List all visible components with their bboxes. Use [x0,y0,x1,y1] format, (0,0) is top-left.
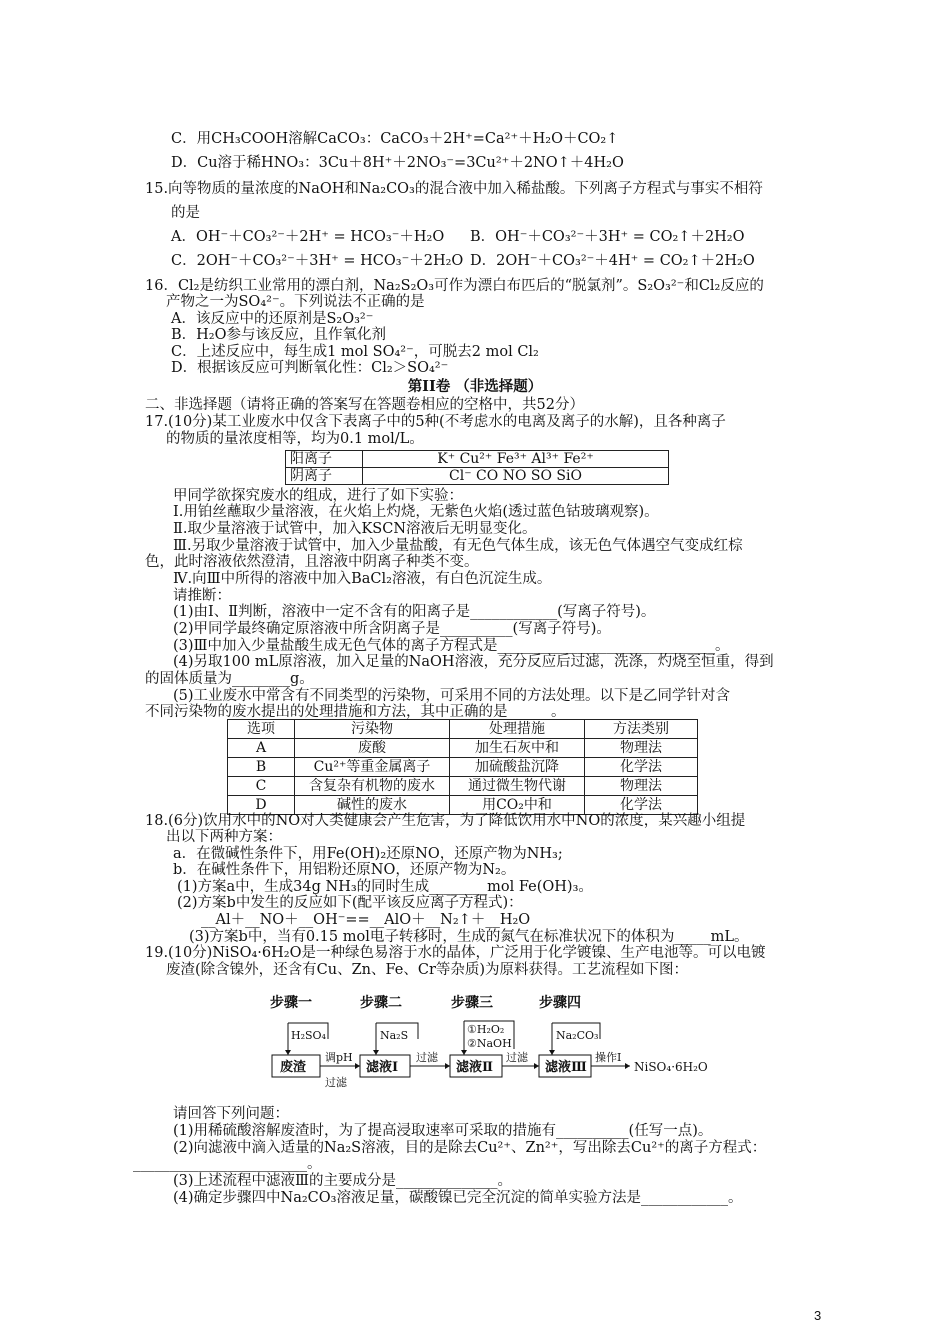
ion-table [285,450,669,485]
arrow-label: 调pH [325,1051,353,1064]
q17-exp1: Ⅰ.用铂丝蘸取少量溶液，在火焰上灼烧，无紫色火焰(透过蓝色钴玻璃观察)。 [173,504,659,520]
table-cell: Cu²⁺等重金属离子 [295,758,450,777]
table-row [228,796,698,815]
q15-stem-cont: 的是 [171,205,200,221]
q17-part5: (5)工业废水中常含有不同类型的污染物，可采用不同的方法处理。以下是乙同学针对含 [173,688,731,704]
table-cell: 通过微生物代谢 [450,777,585,796]
q17-part5-cont: 不同污染物的废水提出的处理措施和方法，其中正确的是______。 [145,704,566,720]
q17-part3: (3)Ⅲ中加入少量盐酸生成无色气体的离子方程式是______________________________。 [173,638,730,654]
q15-option-b: B．OH⁻＋CO₃²⁻＋3H⁺ = CO₂↑＋2H₂O [470,229,745,245]
q16-stem-cont: 产物之一为SO₄²⁻。下列说法不正确的是 [166,294,425,310]
q14-option-c: C．用CH₃COOH溶解CaCO₃：CaCO₃＋2H⁺=Ca²⁺＋H₂O＋CO₂↑ [171,131,619,147]
method-table [227,719,698,815]
q19-ask: 请回答下列问题： [173,1106,289,1122]
table-cell: 物理法 [585,739,698,758]
arrow-label: 过滤 [325,1076,347,1089]
q16-option-a: A．该反应中的还原剂是S₂O₃²⁻ [171,311,374,327]
table-cell: D [228,796,295,815]
reagent-label: ①H₂O₂ [467,1023,505,1036]
q19-part2: (2)向滤液中滴入适量的Na₂S溶液，目的是除去Cu²⁺、Zn²⁺，写出除去Cu²⁺的离子方程式： [173,1140,767,1156]
q17-infer: 请推断： [173,588,231,604]
table-row [228,739,698,758]
box-label: 滤液Ⅱ [456,1060,493,1075]
q18-stem-cont: 出以下两种方案： [166,829,282,845]
q18-part1: (1)方案a中，生成34g NH₃的同时生成________mol Fe(OH)₃。 [177,879,593,895]
q19-stem: 19.(10分)NiSO₄·6H₂O是一种绿色易溶于水的晶体，广泛用于化学镀镍、生产电池等。可以电镀 [145,945,766,961]
reagent-label: ②NaOH [467,1037,512,1050]
q18-part3: (3)方案b中，当有0.15 mol电子转移时，生成的氮气在标准状况下的体积为_____mL。 [189,929,749,945]
table-cell: 化学法 [585,758,698,777]
q19-part3: (3)上述流程中滤液Ⅲ的主要成分是______________。 [173,1173,513,1189]
q17-exp3-cont: 色，此时溶液依然澄清，且溶液中阴离子种类不变。 [145,554,479,570]
table-cell: 方法类别 [585,720,698,739]
process-flow-diagram [268,993,738,1093]
step-label: 步骤三 [451,995,493,1011]
table-cell: Cl⁻ CO NO SO SiO [363,468,669,485]
box-label: 滤液Ⅲ [545,1060,587,1075]
reagent-label: Na₂CO₃ [556,1029,599,1042]
table-row [286,468,669,485]
arrow-label: 过滤 [416,1051,438,1064]
table-cell: B [228,758,295,777]
table-cell: 加生石灰中和 [450,739,585,758]
q17-part1: (1)由Ⅰ、Ⅱ判断，溶液中一定不含有的阳离子是____________(写离子符号)。 [173,604,656,620]
q15-option-d: D．2OH⁻＋CO₃²⁻＋4H⁺ = CO₂↑＋2H₂O [470,253,755,269]
table-cell: C [228,777,295,796]
q17-exp4: Ⅳ.向Ⅲ中所得的溶液中加入BaCl₂溶液，有白色沉淀生成。 [173,571,552,587]
page-number: 3 [814,1308,822,1323]
step-label: 步骤四 [539,995,581,1011]
table-cell: 化学法 [585,796,698,815]
reagent-label: H₂SO₄ [291,1029,326,1042]
q16-stem: 16．Cl₂是纺织工业常用的漂白剂，Na₂S₂O₃可作为漂白布匹后的“脱氯剂”。S₂O₃²⁻和Cl₂反应的 [145,278,764,294]
part2-title: 第II卷 （非选择题） [407,378,543,395]
q16-option-c: C．上述反应中，每生成1 mol SO₄²⁻，可脱去2 mol Cl₂ [171,344,539,360]
table-cell: K⁺ Cu²⁺ Fe³⁺ Al³⁺ Fe²⁺ [363,451,669,468]
table-cell: 选项 [228,720,295,739]
table-row [228,777,698,796]
table-cell: 加硫酸盐沉降 [450,758,585,777]
step-label: 步骤二 [360,995,402,1011]
table-cell: 用CO₂中和 [450,796,585,815]
table-row [228,758,698,777]
q19-part4: (4)确定步骤四中Na₂CO₃溶液足量，碳酸镍已完全沉淀的简单实验方法是____________。 [173,1190,743,1206]
table-cell: 阳离子 [286,451,363,468]
table-cell: 阴离子 [286,468,363,485]
box-label: 滤液Ⅰ [366,1060,399,1075]
table-cell: 含复杂有机物的废水 [295,777,450,796]
arrow-label: 操作Ⅰ [595,1051,622,1064]
q17-part4: (4)另取100 mL原溶液，加入足量的NaOH溶液，充分反应后过滤，洗涤，灼烧至恒重，得到 [173,654,774,670]
step-label: 步骤一 [270,995,312,1011]
q18-stem: 18.(6分)饮用水中的NO对人类健康会产生危害，为了降低饮用水中NO的浓度，某兴趣小组提 [145,813,746,829]
q15-option-a: A．OH⁻＋CO₃²⁻＋2H⁺ = HCO₃⁻＋H₂O [171,229,445,245]
table-cell: 碱性的废水 [295,796,450,815]
q15-stem: 15.向等物质的量浓度的NaOH和Na₂CO₃的混合液中加入稀盐酸。下列离子方程式与事实不相符 [145,181,763,197]
q18-plan-a: a．在微碱性条件下，用Fe(OH)₂还原NO，还原产物为NH₃; [173,846,563,862]
q16-option-d: D．根据该反应可判断氧化性：Cl₂＞SO₄²⁻ [171,360,449,376]
table-cell: 污染物 [295,720,450,739]
q18-plan-b: b．在碱性条件下，用铝粉还原NO，还原产物为N₂。 [173,862,516,878]
table-cell: 废酸 [295,739,450,758]
q16-option-b: B．H₂O参与该反应，且作氧化剂 [171,327,386,343]
q19-part2-cont: ________________________。 [133,1156,322,1172]
section2-heading: 二、非选择题（请将正确的答案写在答题卷相应的空格中，共52分） [145,397,584,413]
arrow-label: 过滤 [506,1051,528,1064]
table-row [286,451,669,468]
table-cell: A [228,739,295,758]
product-label: NiSO₄·6H₂O [634,1060,708,1074]
q17-stem: 17.(10分)某工业废水中仅含下表离子中的5种(不考虑水的电离及离子的水解)，且各种离子 [145,414,726,430]
table-row [228,720,698,739]
q19-stem-cont: 废渣(除含镍外，还含有Cu、Zn、Fe、Cr等杂质)为原料获得。工艺流程如下图： [166,962,689,978]
reagent-label: Na₂S [380,1029,409,1042]
table-cell: 物理法 [585,777,698,796]
q17-intro: 甲同学欲探究废水的组成，进行了如下实验： [173,488,463,504]
q17-part2: (2)甲同学最终确定原溶液中所含阴离子是__________(写离子符号)。 [173,621,611,637]
q17-stem-cont: 的物质的量浓度相等，均为0.1 mol/L。 [166,431,424,447]
q19-part1: (1)用稀硫酸溶解废渣时，为了提高浸取速率可采取的措施有__________(任写一点)。 [173,1123,713,1139]
q17-exp2: Ⅱ.取少量溶液于试管中，加入KSCN溶液后无明显变化。 [173,521,537,537]
q14-option-d: D．Cu溶于稀HNO₃：3Cu＋8H⁺＋2NO₃⁻=3Cu²⁺＋2NO↑＋4H₂O [171,155,624,171]
table-cell: 处理措施 [450,720,585,739]
q15-option-c: C．2OH⁻＋CO₃²⁻＋3H⁺ = HCO₃⁻＋2H₂O [171,253,464,269]
q18-part2: (2)方案b中发生的反应如下(配平该反应离子方程式)： [177,895,523,911]
q18-equation: __Al＋__NO＋__OH⁻==__AlO＋__N₂↑＋__H₂O [201,912,531,928]
box-label: 废渣 [280,1060,307,1075]
q17-part4-cont: 的固体质量为________g。 [145,671,314,687]
q17-exp3: Ⅲ.另取少量溶液于试管中，加入少量盐酸，有无色气体生成，该无色气体遇空气变成红棕 [173,538,743,554]
